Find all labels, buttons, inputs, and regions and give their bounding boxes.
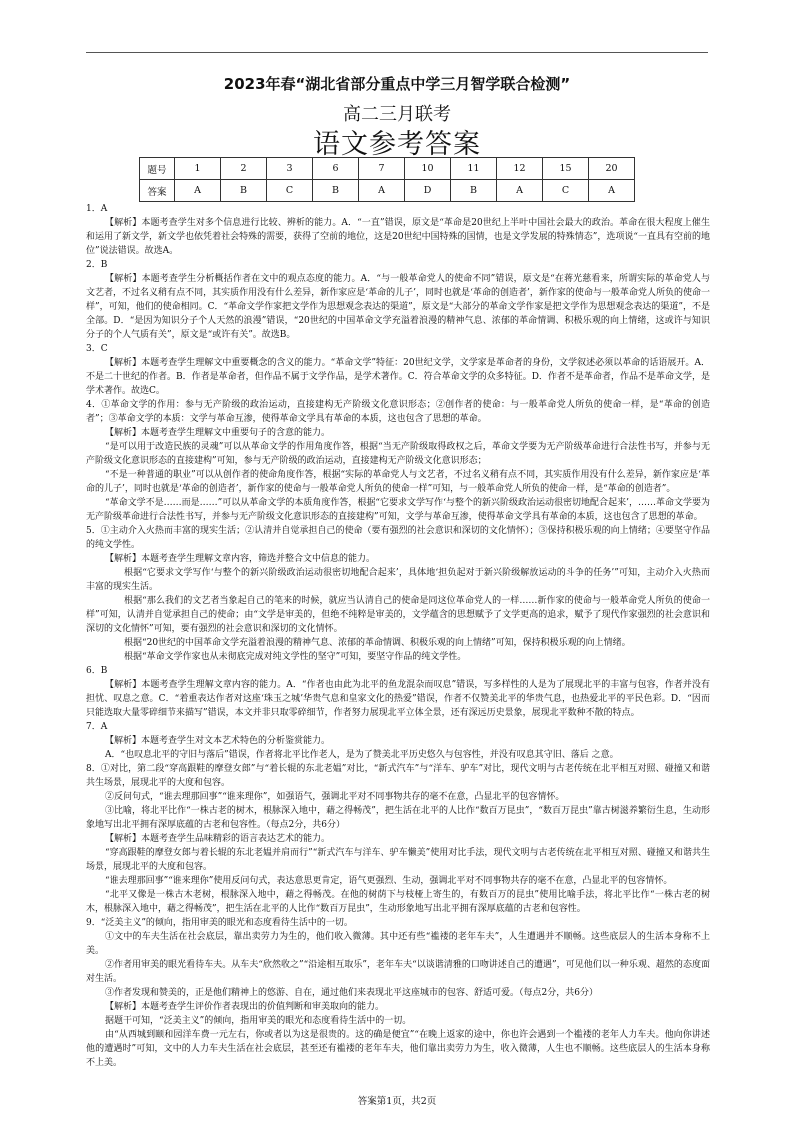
number-row-label: 题号 [140, 158, 175, 180]
analysis-paragraph: 【解析】本题考查学生对多个信息进行比较、辨析的能力。A．“一直”错误，原文是“革命是20世纪上半叶中国社会最大的政治。革命在很大程度上催生和运用了新文学，新文学也依凭着社会特殊的需要，获得了空前的地位，这是20世纪中国特殊的国情，也是文学发展的特殊情态”，选项说“一直具有空前的地位”说法错误。故选A。 [86, 218, 710, 256]
header-rule [86, 52, 708, 53]
analysis-paragraph: 根据“革命文学作家也从未彻底完成对纯文学性的坚守”可知，要坚守作品的纯文学性。 [124, 652, 467, 662]
question-answer: 4．①革命文学的作用：参与无产阶级的政治运动，直接建构无产阶级文化意识形态；②创作者的使命：与一般革命党人所负的使命一样，是“革命的创造者”；③革命文学的本质：文学与革命互渗，使得革命文学具有革命的本质，这也包含了思想的革命。 [86, 400, 710, 424]
answer-cell: A [175, 180, 221, 202]
answer-table [139, 157, 635, 202]
exam-title: 2023年春“湖北省部分重点中学三月智学联合检测” [223, 75, 571, 93]
analysis-paragraph: 【解析】本题考查学生理解文中重要句子的含意的能力。 [105, 428, 331, 438]
analysis-paragraph: ③比喻，将北平比作“一株古老的树木，根脉深入地中，藉之得畅茂”，把生活在北平的人比作“数百万昆虫”，“数百万昆虫”靠古树滋养繁衍生息，生动形象地写出北平拥有深厚底蕴的古老和包容性。（每点2分，共6分） [86, 806, 710, 830]
question-number: 2 [221, 158, 267, 180]
question-answer: 1．A [86, 204, 108, 214]
analysis-paragraph: A．“也叹息北平的守旧与落后”错误，作者将北平比作老人，是为了赞美北平历史悠久与包容性，并没有叹息其守旧、落后 之意。 [105, 750, 619, 760]
question-answer: 6．B [86, 666, 108, 676]
question-number: 10 [405, 158, 451, 180]
question-answer: 3．C [86, 344, 108, 354]
answer-cell: A [359, 180, 405, 202]
analysis-paragraph: “革命文学不是……而是……”可以从革命文学的本质角度作答，根据“它要求文学写作‘与整个的新兴阶级政治运动很密切地配合起来’，……革命文学要为无产阶级革命进行合法性书写，并参与无产阶级文化意识形态的直接建构”可知，文学与革命互渗，使得革命文学具有革命的本质，这也包含了思想的革命。 [86, 498, 710, 522]
analysis-paragraph: 【解析】本题考查学生分析概括作者在文中的观点态度的能力。A．“与一般革命党人的使命不同”错误，原文是“在蒋光慈看来，所谓实际的革命党人与文艺者，不过名义稍有点不同，其实质作用没有什么差异，新作家应是‘革命的儿子’，同时也就是‘革命的创造者’，新作家的使命与一般革命党人所负的使命一样”，可知，他们的使命相同。C．“革命文学作家把文学作为思想观念表达的渠道”，原文是“大部分的革命文学作家是把文学作为思想观念表达的渠道”，不是全部。D．“是因为知识分子个人天然的浪漫”错误，“20世纪的中国革命文学充溢着浪漫的精神气息、浓郁的革命情调、积极乐观的向上情绪，这或许与知识分子的个人气质有关”，原文是“或许有关”。故选B。 [86, 274, 710, 340]
question-number: 15 [543, 158, 589, 180]
question-answer: 7．A [86, 722, 108, 732]
question-number: 6 [313, 158, 359, 180]
analysis-paragraph: “不是一种普通的职业”可以从创作者的使命角度作答，根据“实际的革命党人与文艺者，不过名义稍有点不同，其实质作用没有什么差异，新作家应是‘革命的儿子’，同时也就是‘革命的创造者’，新作家的使命与一般革命党人所负的使命一样”可知，与一般革命党人所负的使命一样，是“革命的创造者”。 [86, 470, 710, 494]
analysis-paragraph: 【解析】本题考查学生理解文章内容的能力。A．“作者也由此为北平的鱼龙混杂而叹息”错误，写多样性的人是为了展现北平的丰富与包容，作者并没有担忧、叹息之意。C．“着重表达作者对这座‘珠玉之城’华贵气息和皇家文化的热爱”错误，作者不仅赞美北平的华贵气息，也热爱北平的平民色彩。D．“因而只能选取大量零碎细节来描写”错误，本文并非只取零碎细节，作者努力展现北平立体全景，还有深远历史景象，展现北平数种不散的特点。 [86, 680, 710, 718]
analysis-paragraph: ②作者用审美的眼光看待车夫。从车夫“欣然收之”“沿途相互取乐”，老年车夫“以谈谐清雅的口吻讲述自己的遭遇”，可见他们以一种乐观、超然的态度面对生活。 [86, 960, 710, 984]
analysis-paragraph: 根据“20世纪的中国革命文学充溢着浪漫的精神气息、浓郁的革命情调、积极乐观的向上情绪”可知，保持积极乐观的向上情绪。 [124, 638, 631, 648]
exam-subtitle: 高二三月联考 [343, 104, 451, 125]
analysis-paragraph: “是可以用于改造民族的灵魂”可以从革命文学的作用角度作答，根据“当无产阶级取得政权之后，革命文学要为无产阶级革命进行合法性书写，并参与无产阶级文化意识形态的直接建构”可知，参与无产阶级的政治运动，直接建构无产阶级文化意识形态； [86, 442, 710, 466]
answer-row-label: 答案 [140, 180, 175, 202]
analysis-paragraph: 由“从西城到颐和园洋车费一元左右，你或者以为这是很贵的。这的确是便宜”“在晚上返家的途中，你也许会遇到一个褴褛的老年人力车夫。他向你讲述他的遭遇时”可知，文中的人力车夫生活在社会底层，甚至还有褴褛的老年车夫，他们靠出卖劳力为生，收入微薄，人生也不顺畅。这些底层人的生活本身称不上美。 [86, 1030, 710, 1068]
analysis-paragraph: 据题干可知，“泛美主义”的倾向，指用审美的眼光和态度看待生活中的一切。 [105, 1016, 412, 1026]
analysis-paragraph: 根据“它要求文学写作‘与整个的新兴阶级政治运动很密切地配合起来’，具体地‘担负起对于新兴阶级解放运动的斗争的任务’”可知，主动介入火热而丰富的现实生活。 [86, 568, 710, 592]
page-footer: 答案第1页，共2页 [357, 1096, 437, 1107]
answer-cell: A [589, 180, 635, 202]
question-number: 1 [175, 158, 221, 180]
analysis-paragraph: 根据“那么我们的文艺者当象起自己的笔来的时候，就应当认清自己的使命是同这位革命党人的一样……新作家的使命与一般革命党人所负的使命一样”可知，认清并自觉承担自己的使命；由“文学是审美的，但绝不纯粹是审美的，文学蕴含的思想赋予了文学更高的追求，赋予了现代作家强烈的社会意识和深切的文化情怀”可知，要有强烈的社会意识和深切的文化情怀。 [86, 596, 710, 634]
analysis-paragraph: 【解析】本题考查学生对文本艺术特色的分析鉴赏能力。 [105, 736, 331, 746]
analysis-paragraph: 【解析】本题考查学生品味精彩的语言表达艺术的能力。 [105, 834, 331, 844]
document-title: 语文参考答案 [313, 129, 481, 160]
question-number: 11 [451, 158, 497, 180]
question-answer: 9．“泛美主义”的倾向，指用审美的眼光和态度看待生活中的一切。 [86, 918, 353, 928]
analysis-paragraph: 【解析】本题考查学生理解文章内容，筛选并整合文中信息的能力。 [105, 554, 376, 564]
question-number: 12 [497, 158, 543, 180]
answer-cell: A [497, 180, 543, 202]
answer-cell: B [221, 180, 267, 202]
analysis-paragraph: “穿高跟鞋的摩登女郎与着长辊的东北老媪并肩而行”“新式汽车与洋车、驴车懒美”使用对比手法，现代文明与古老传统在北平相互对照、碰撞又和谐共生场景，展现北平的大度和包容。 [86, 848, 710, 872]
answer-cell: B [313, 180, 359, 202]
answer-table-number-row [140, 158, 635, 180]
question-number: 3 [267, 158, 313, 180]
analysis-paragraph: 【解析】本题考查学生理解文中重要概念的含义的能力。“革命文学”特征：20世纪文学，文学家是革命者的身份，文学叙述必须以革命的话语展开。A．不是二十世纪的作者。B．作者是革命者，但作品不属于文学作品，是学术著作。C．符合革命文学的众多特征。D．作者不是革命者，作品不是革命文学，是学术著作。故选C。 [86, 358, 710, 396]
answer-table-answer-row [140, 180, 635, 202]
answer-cell: B [451, 180, 497, 202]
answer-cell: C [267, 180, 313, 202]
analysis-paragraph: ②反问句式，“谁去理那回事”“谁来理你”，如强语气，强调北平对不同事物共存的毫不在意，凸显北平的包容情怀。 [105, 792, 565, 802]
question-answer: 2．B [86, 260, 108, 270]
question-number: 20 [589, 158, 635, 180]
analysis-paragraph: “北平又像是一株古木老树，根脉深入地中，藉之得畅茂。在他的树荫下与枝桠上寄生的，有数百万的昆虫”使用比喻手法，将北平比作“一株古老的树木，根脉深入地中，藉之得畅茂”，把生活在北平的人比作“数百万昆虫”，生动形象地写出北平拥有深厚底蕴的古老和包容性。 [86, 890, 710, 914]
question-number: 7 [359, 158, 405, 180]
question-answer: 8．①对比，第二段“穿高跟鞋的摩登女郎”与“着长辊的东北老媪”对比，“新式汽车”与“洋车、驴车”对比，现代文明与古老传统在北平相互对照、碰撞又和谐共生场景，展现北平的大度和包容。 [86, 764, 710, 788]
analysis-paragraph: ③作者发现和赞美的，正是他们精神上的悠游、自在，通过他们来表现北平这座城市的包容、舒适可爱。（每点2分，共6分） [105, 988, 598, 998]
analysis-paragraph: ①文中的车夫生活在社会底层，靠出卖劳力为生的，他们收入微薄。其中还有些“褴褛的老年车夫”，人生遭遇并不顺畅。这些底层人的生活本身称不上美。 [86, 932, 710, 956]
analysis-paragraph: “谁去理那回事”“谁来理你”使用反问句式，表达意思更肯定，语气更强烈、生动，强调北平对不同事物共存的毫不在意，凸显北平的包容情怀。 [105, 876, 673, 886]
answer-cell: C [543, 180, 589, 202]
answer-cell: D [405, 180, 451, 202]
question-answer: 5．①主动介入火热而丰富的现实生活；②认清并自觉承担自己的使命（要有强烈的社会意识和深切的文化情怀）；③保持积极乐观的向上情绪；④要坚守作品的纯文学性。 [86, 526, 710, 550]
analysis-paragraph: 【解析】本题考查学生评价作者表现出的价值判断和审美取向的能力。 [105, 1002, 385, 1012]
answer-body [86, 202, 710, 1070]
